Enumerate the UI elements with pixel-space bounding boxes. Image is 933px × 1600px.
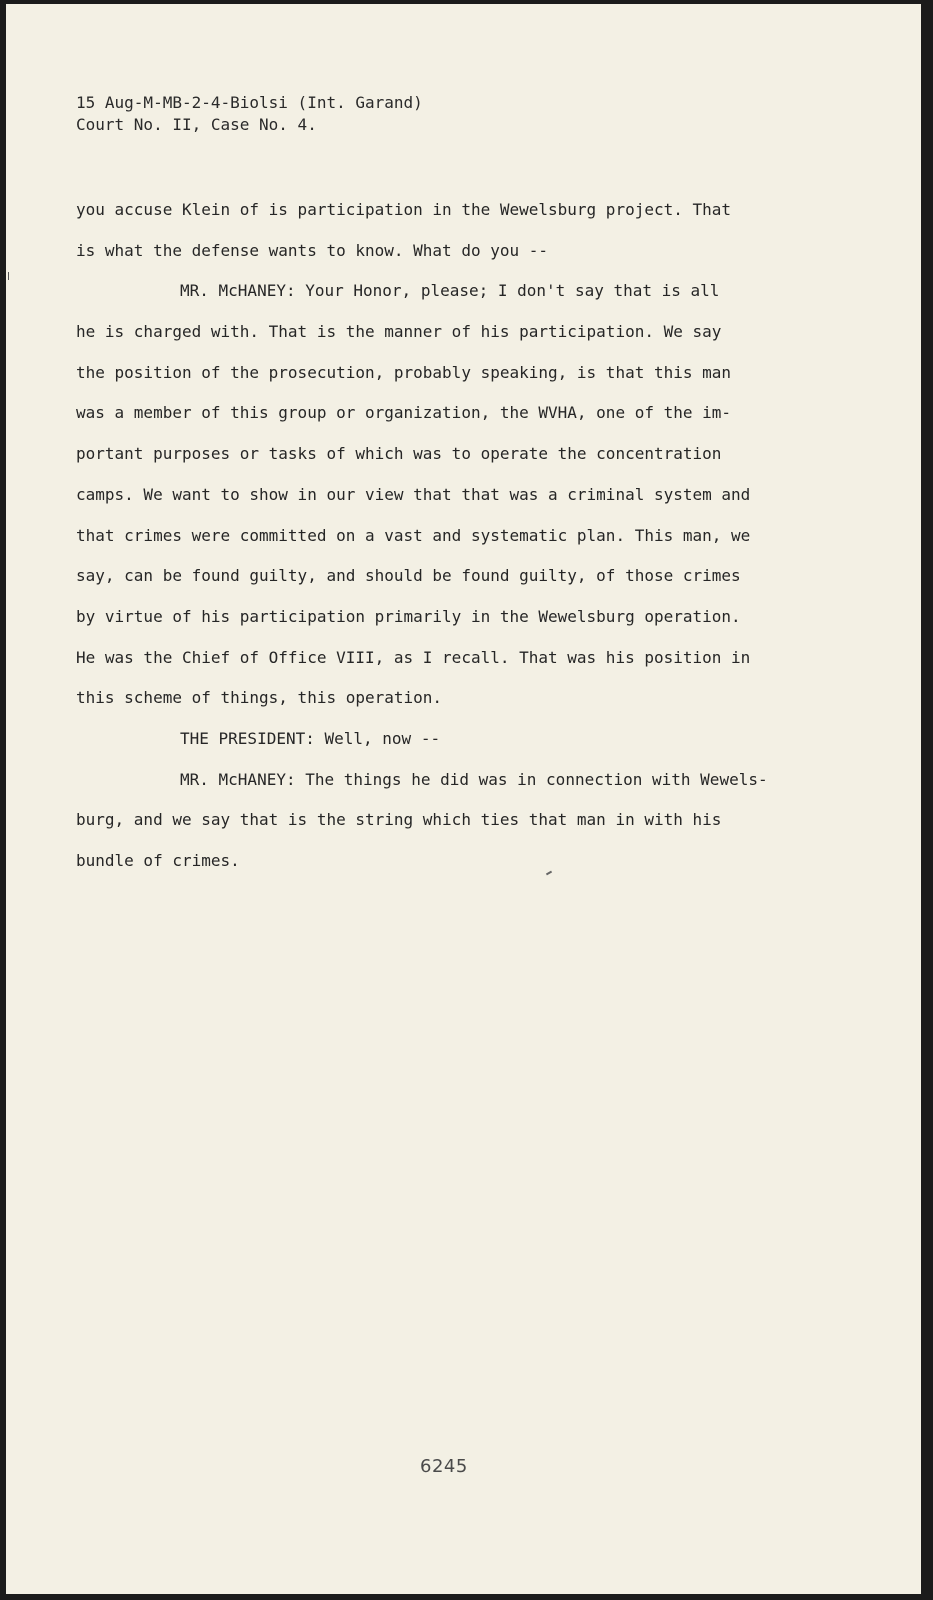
- body-line-7: portant purposes or tasks of which was to operate the concentration: [76, 444, 722, 464]
- page-number: 6245: [420, 1456, 468, 1477]
- body-line-11: by virtue of his participation primarily in the Wewelsburg operation.: [76, 606, 741, 626]
- body-line-14: THE PRESIDENT: Well, now --: [180, 728, 441, 748]
- body-line-3: MR. McHANEY: Your Honor, please; I don't say that is all: [180, 281, 720, 301]
- body-line-16: burg, and we say that is the string which ties that man in with his: [76, 810, 722, 830]
- body-line-2: is what the defense wants to know. What do you --: [76, 240, 549, 260]
- header-line-2: Court No. II, Case No. 4.: [76, 115, 317, 134]
- body-line-6: was a member of this group or organization, the WVHA, one of the im-: [76, 403, 732, 423]
- document-header: [76, 92, 423, 136]
- body-line-9: that crimes were committed on a vast and systematic plan. This man, we: [76, 525, 751, 545]
- body-line-1: you accuse Klein of is participation in the Wewelsburg project. That: [76, 200, 732, 219]
- document-page: [6, 4, 921, 1594]
- body-line-13: this scheme of things, this operation.: [76, 688, 443, 708]
- body-line-15: MR. McHANEY: The things he did was in connection with Wewels-: [180, 769, 768, 789]
- body-line-8: camps. We want to show in our view that that was a criminal system and: [76, 484, 751, 504]
- body-line-17: bundle of crimes.: [76, 851, 240, 870]
- body-line-4: he is charged with. That is the manner of his participation. We say: [76, 322, 722, 342]
- body-line-5: the position of the prosecution, probably speaking, is that this man: [76, 362, 732, 382]
- header-line-1: 15 Aug-M-MB-2-4-Biolsi (Int. Garand): [76, 93, 423, 112]
- body-line-12: He was the Chief of Office VIII, as I recall. That was his position in: [76, 647, 751, 667]
- body-line-10: say, can be found guilty, and should be found guilty, of those crimes: [76, 566, 741, 586]
- transcript-body: [76, 190, 836, 882]
- margin-mark: [8, 272, 9, 280]
